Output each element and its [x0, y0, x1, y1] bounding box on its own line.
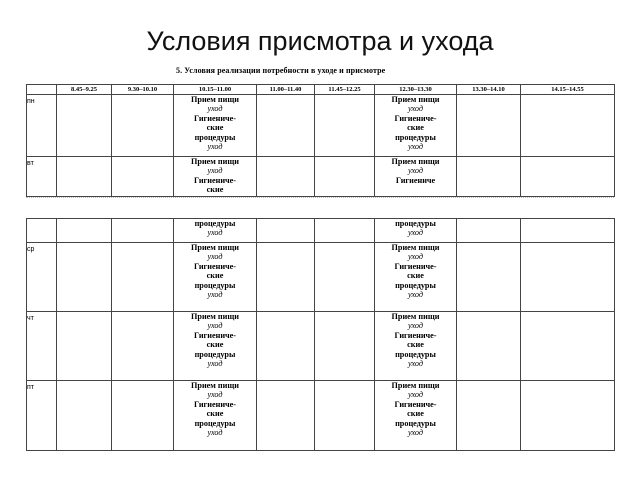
cell-line: Прием пищи — [391, 312, 440, 321]
time-slot-6: 12.30–13.30 — [375, 85, 457, 95]
cell-line: Прием пищи — [191, 157, 239, 166]
cell-line: процедуры — [194, 132, 236, 142]
time-slot-8: 14.15–14.55 — [521, 85, 615, 95]
cell-line: Гигиениче- — [193, 261, 237, 271]
schedule-table-bottom — [26, 218, 615, 451]
time-header-row — [27, 85, 615, 95]
cell-wed-meal-2 — [375, 243, 457, 312]
cell-line: Прием пищи — [391, 243, 440, 252]
cell-line: Гигиениче- — [193, 113, 237, 123]
cell-line: уход — [207, 290, 223, 300]
cell-line: процедуры — [395, 349, 436, 359]
day-label-mon: пн — [27, 98, 35, 105]
row-friday — [27, 381, 615, 451]
cell-line: ские — [206, 271, 224, 281]
cell-line: процедуры — [194, 280, 236, 290]
cell-line: уход — [407, 166, 424, 176]
day-label-tue: вт — [27, 160, 34, 167]
cell-line: Гигиениче- — [394, 330, 437, 340]
cell-line: процедуры — [194, 219, 236, 228]
cell-line: уход — [407, 321, 424, 331]
cell-line: Гигиениче — [395, 175, 436, 185]
time-slot-2: 9.30–10.10 — [112, 85, 174, 95]
cell-line: Гигиениче- — [193, 330, 237, 340]
cell-line: уход — [207, 321, 223, 331]
cell-line: процедуры — [395, 219, 436, 228]
cell-line: Прием пищи — [391, 157, 440, 166]
cell-line: Прием пищи — [191, 312, 239, 321]
cell-line: Прием пищи — [391, 95, 440, 104]
cell-wed-meal-1 — [174, 243, 257, 312]
cell-thu-meal-2 — [375, 312, 457, 381]
cell-line: ские — [407, 409, 424, 419]
section-title: 5. Условия реализации потребности в уходе и присмотре — [176, 66, 386, 75]
cell-cont-1 — [174, 219, 257, 243]
row-continued — [27, 219, 615, 243]
schedule-table-top — [26, 84, 615, 197]
row-thursday — [27, 312, 615, 381]
cell-line: процедуры — [395, 280, 436, 290]
cell-line: уход — [407, 228, 424, 238]
cell-line: Прием пищи — [191, 95, 239, 104]
cell-mon-meal-1 — [174, 95, 257, 157]
corner-cell — [27, 85, 57, 95]
cell-line: Гигиениче- — [394, 399, 437, 409]
cell-line: процедуры — [395, 132, 436, 142]
cell-fri-meal-2 — [375, 381, 457, 451]
cell-line: уход — [207, 359, 223, 369]
day-label-wed: ср — [27, 246, 35, 253]
cell-line: уход — [207, 228, 223, 238]
cell-line: Прием пищи — [191, 243, 239, 252]
cell-line: уход — [207, 252, 223, 262]
cell-line: Прием пищи — [391, 381, 440, 390]
cell-line: ские — [206, 340, 224, 350]
cell-line: уход — [407, 359, 424, 369]
cell-line: процедуры — [194, 418, 236, 428]
cell-line: ские — [206, 185, 224, 195]
cell-mon-meal-2 — [375, 95, 457, 157]
cell-line: ские — [206, 409, 224, 419]
cell-line: уход — [407, 142, 424, 152]
cell-line: ские — [206, 123, 224, 133]
slide-title: Условия присмотра и ухода — [146, 26, 494, 56]
time-slot-1: 8.45–9.25 — [57, 85, 112, 95]
cell-cont-2 — [375, 219, 457, 243]
day-label-thu: чт — [27, 315, 34, 322]
cell-line: уход — [207, 428, 223, 438]
row-wednesday — [27, 243, 615, 312]
time-slot-3: 10.15–11.00 — [174, 85, 257, 95]
cell-line: уход — [407, 290, 424, 300]
cell-line: уход — [407, 390, 424, 400]
page-break-line — [26, 197, 614, 198]
cell-line: Гигиениче- — [193, 175, 237, 185]
cell-line: Гигиениче- — [394, 261, 437, 271]
cell-line: уход — [207, 104, 223, 114]
time-slot-7: 13.30–14.10 — [457, 85, 521, 95]
cell-fri-meal-1 — [174, 381, 257, 451]
cell-line: процедуры — [395, 418, 436, 428]
cell-line: уход — [407, 252, 424, 262]
cell-line: уход — [207, 166, 223, 176]
cell-line: процедуры — [194, 349, 236, 359]
cell-line: Прием пищи — [191, 381, 239, 390]
day-label-fri: пт — [27, 384, 34, 391]
row-monday — [27, 95, 615, 157]
cell-line: уход — [407, 104, 424, 114]
cell-line: ские — [407, 123, 424, 133]
cell-tue-meal-2 — [375, 157, 457, 197]
cell-line: ские — [407, 271, 424, 281]
cell-tue-meal-1 — [174, 157, 257, 197]
cell-line: уход — [407, 428, 424, 438]
cell-line: уход — [207, 390, 223, 400]
cell-line: уход — [207, 142, 223, 152]
time-slot-4: 11.00–11.40 — [257, 85, 315, 95]
cell-line: Гигиениче- — [193, 399, 237, 409]
cell-line: ские — [407, 340, 424, 350]
cell-line: Гигиениче- — [394, 113, 437, 123]
cell-thu-meal-1 — [174, 312, 257, 381]
row-tuesday — [27, 157, 615, 197]
time-slot-5: 11.45–12.25 — [315, 85, 375, 95]
